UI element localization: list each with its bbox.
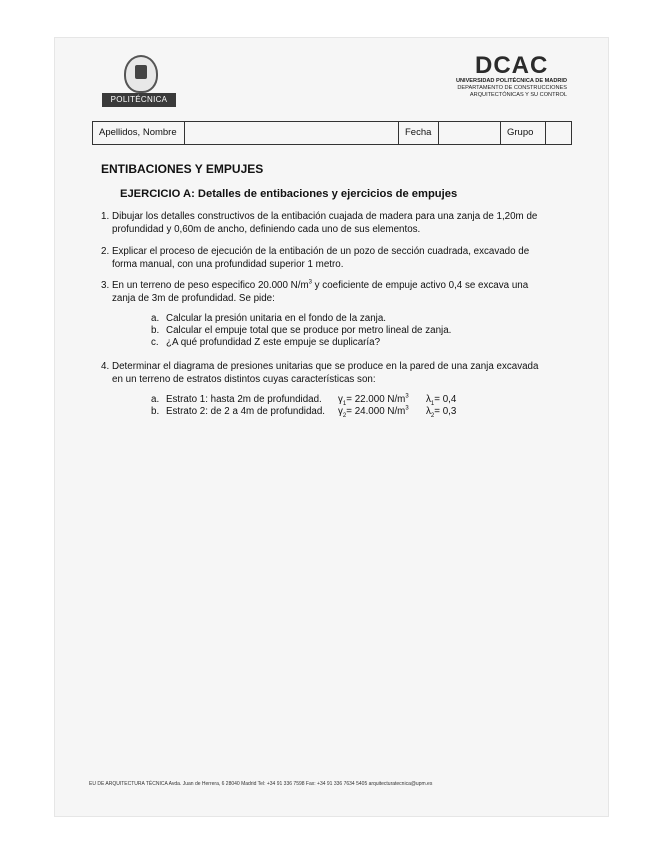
student-header-table: [92, 121, 572, 145]
dcac-mark: DCAC: [475, 52, 549, 79]
name-field[interactable]: [185, 122, 399, 144]
question-3-item-a: a. Calcular la presión unitaria en el fondo de la zanja.: [151, 313, 387, 324]
question-text-line: forma manual, con una profundidad superior 1 metro.: [112, 258, 344, 270]
question-2: [101, 246, 552, 271]
question-4: [101, 361, 552, 386]
question-text-line: profundidad y 0,60m de ancho, definiendo cada uno de sus elementos.: [112, 223, 421, 235]
question-text-line: Determinar el diagrama de presiones unitarias que se produce en la pared de una zanja excavada: [112, 361, 539, 372]
group-label: Grupo: [501, 122, 546, 144]
upm-logo: [102, 55, 176, 113]
question-text-line: Explicar el proceso de ejecución de la entibación de un pozo de sección cuadrada, excavado de: [112, 246, 530, 257]
page-footer: EU DE ARQUITECTURA TÉCNICA Avda. Juan de Herrera, 6 28040 Madrid Tel: +34 91 336 7598 Fax: +34 91 336 7634 5405 arquitecturatecnica@upm.es: [89, 781, 433, 787]
dcac-university: UNIVERSIDAD POLITÉCNICA DE MADRID: [455, 78, 567, 84]
question-3-item-c: c. ¿A qué profundidad Z este empuje se duplicaría?: [151, 337, 381, 348]
question-1: [101, 211, 552, 236]
question-number: 2.: [101, 246, 110, 257]
stratum-1-gamma: $\gamma_1= 22.000$ $N/m^3$: [338, 393, 409, 407]
stratum-2-gamma: $\gamma_2= 24.000$ $N/m^3$: [338, 405, 409, 419]
exercise-subtitle: EJERCICIO A: Detalles de entibaciones y ejercicios de empujes: [120, 188, 458, 200]
name-label: Apellidos, Nombre: [93, 122, 185, 144]
question-text-line: zanja de 3m de profundidad. Se pide:: [112, 292, 275, 304]
dcac-department-2: ARQUITECTÓNICAS Y SU CONTROL: [469, 92, 567, 98]
question-4-item-b: b. Estrato 2: de 2 a 4m de profundidad.: [151, 406, 326, 417]
stratum-2-lambda: $\lambda_2= 0,3$: [426, 406, 457, 419]
upm-logo-text: POLITÉCNICA: [102, 93, 176, 107]
question-3-item-b: b. Calcular el empuje total que se produce por metro lineal de zanja.: [151, 325, 452, 336]
date-field[interactable]: [439, 122, 501, 144]
question-number: 4.: [101, 361, 110, 372]
dcac-logo: [449, 54, 567, 99]
question-number: 1.: [101, 211, 110, 222]
question-3: [101, 279, 552, 305]
question-4-item-a: a. Estrato 1: hasta 2m de profundidad.: [151, 394, 322, 405]
stratum-1-lambda: $\lambda_1= 0,4$: [426, 394, 457, 407]
question-text-line: Dibujar los detalles constructivos de la entibación cuajada de madera para una zanja de 1,20m de: [112, 211, 538, 222]
question-number: 3.: [101, 280, 110, 291]
group-field[interactable]: [546, 122, 571, 144]
document-title: ENTIBACIONES Y EMPUJES: [101, 162, 264, 176]
question-text-line: En un terreno de peso especifico 20.000 $N/m^3$ y coeficiente de empuje activo 0,4 se excava una: [112, 279, 529, 291]
paper-sheet: [55, 38, 608, 816]
upm-seal-icon: [124, 55, 158, 93]
dcac-department: DEPARTAMENTO DE CONSTRUCCIONES: [457, 85, 567, 91]
question-text-line: en un terreno de estratos distintos cuyas características son:: [112, 373, 376, 385]
date-label: Fecha: [399, 122, 439, 144]
